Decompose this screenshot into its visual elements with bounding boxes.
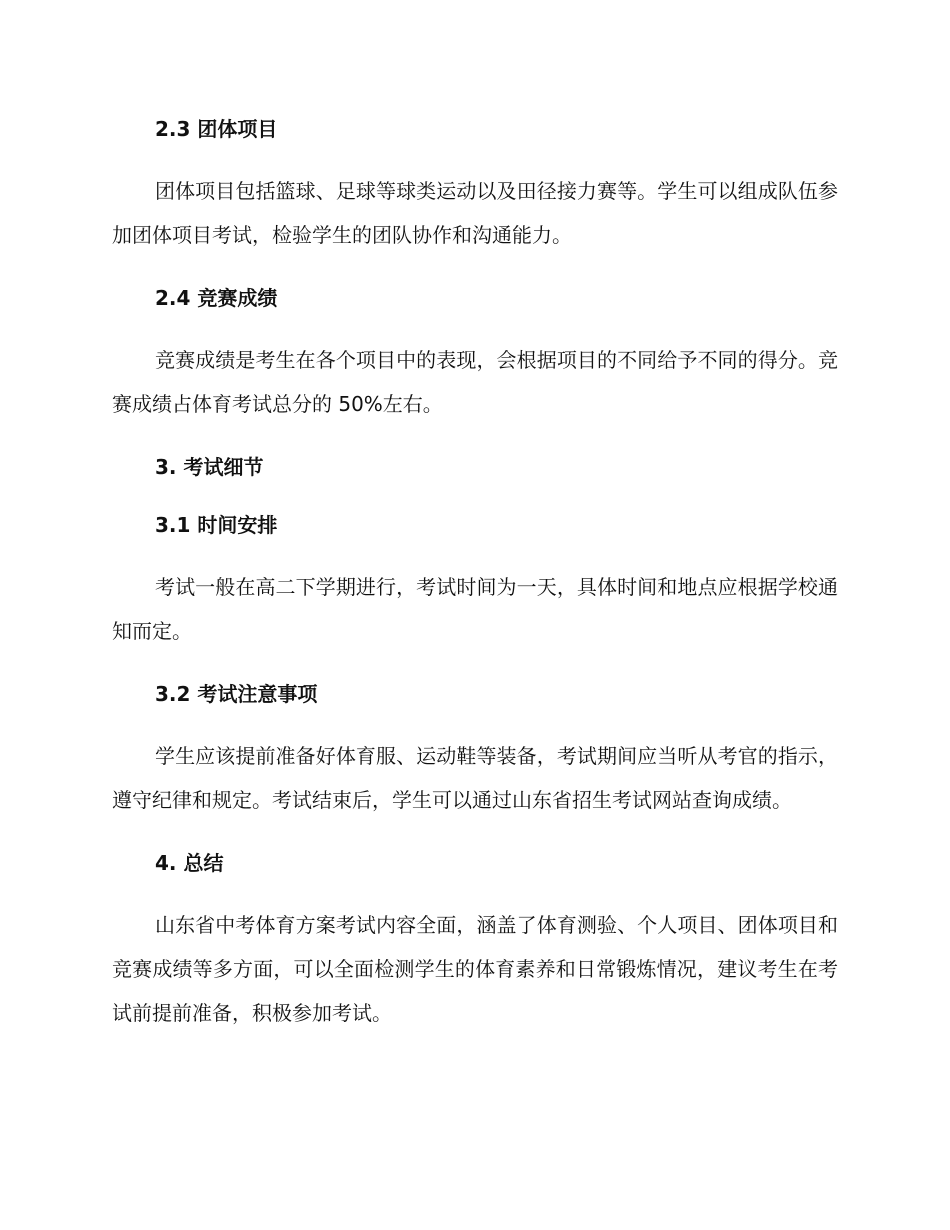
paragraph-4: 山东省中考体育方案考试内容全面，涵盖了体育测验、个人项目、团体项目和竞赛成绩等多方面，可以全面检测学生的体育素养和日常锻炼情况，建议考生在考试前提前准备，积极参加考试。 [112, 913, 838, 1025]
heading-3: 3. 考试细节 [155, 455, 264, 479]
document-content [112, 112, 838, 1035]
heading-2-3: 2.3 团体项目 [155, 117, 278, 141]
paragraph-2-4: 竞赛成绩是考生在各个项目中的表现，会根据项目的不同给予不同的得分。竞赛成绩占体育考试总分的 50%左右。 [112, 348, 838, 416]
paragraph-2-3: 团体项目包括篮球、足球等球类运动以及田径接力赛等。学生可以组成队伍参加团体项目考试，检验学生的团队协作和沟通能力。 [112, 179, 838, 247]
paragraph-3-2: 学生应该提前准备好体育服、运动鞋等装备，考试期间应当听从考官的指示，遵守纪律和规定。考试结束后，学生可以通过山东省招生考试网站查询成绩。 [112, 744, 838, 812]
heading-3-2: 3.2 考试注意事项 [155, 682, 318, 706]
heading-4: 4. 总结 [155, 851, 224, 875]
heading-3-1: 3.1 时间安排 [155, 513, 278, 537]
paragraph-3-1: 考试一般在高二下学期进行，考试时间为一天，具体时间和地点应根据学校通知而定。 [112, 575, 838, 643]
heading-2-4: 2.4 竞赛成绩 [155, 286, 278, 310]
